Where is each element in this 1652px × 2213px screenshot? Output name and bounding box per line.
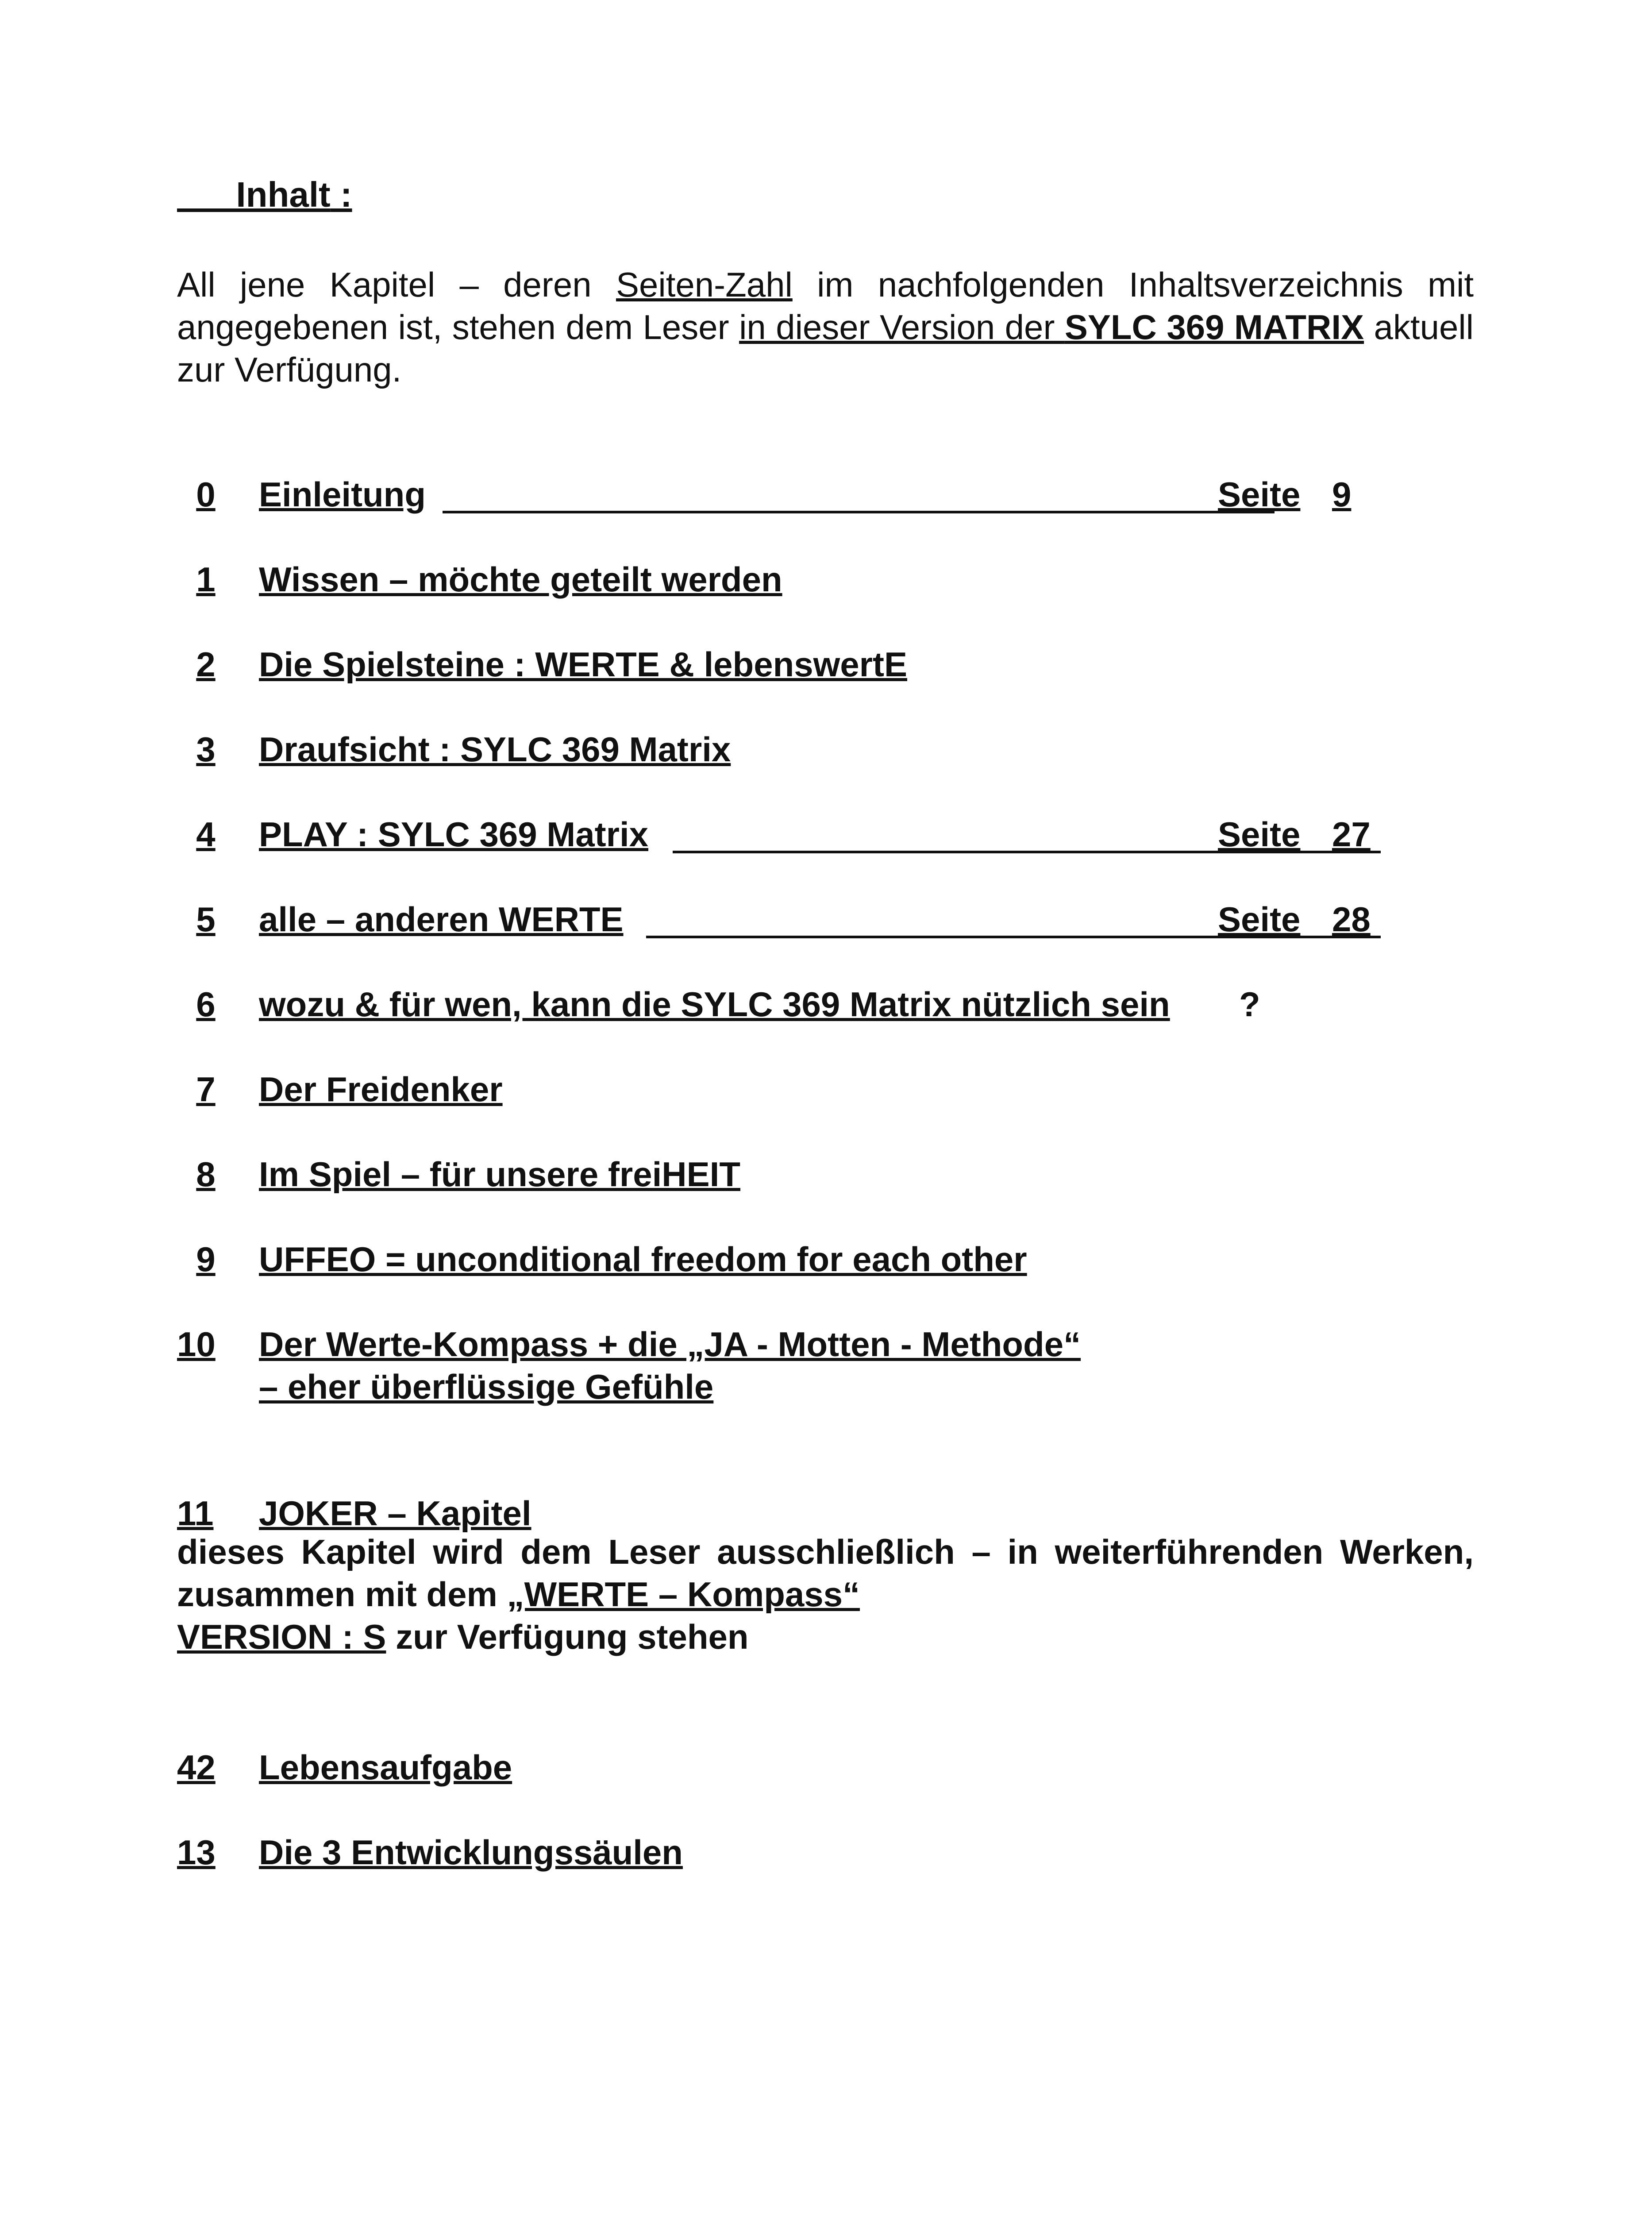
toc-title: Die 3 Entwicklungssäulen [259,1833,683,1872]
toc-leader-line [443,511,1275,513]
toc-number: 2 [196,645,216,684]
toc-title: wozu & für wen, kann die SYLC 369 Matrix nützlich sein [259,985,1170,1024]
contents-heading-colon: : [330,175,352,214]
toc-page-label: Seite [1218,900,1301,939]
toc-page-number: 27 [1332,815,1371,854]
toc-title: Der Werte-Kompass + die „JA - Motten - Methode“ [259,1325,1081,1364]
intro-underlined-version [739,308,1364,347]
toc-title: Der Freidenker [259,1070,503,1109]
toc-number: 8 [196,1155,216,1194]
joker-note-availability: zur Verfügung stehen [386,1617,749,1656]
intro-version-text: in dieser Version der [739,308,1065,347]
joker-note-text: dieses Kapitel wird dem Leser ausschließlich – in weiterführenden Werken, zusammen mit dem [177,1532,1474,1614]
intro-text-3: aktuell zur Verfügung. [177,308,1474,389]
toc-title: PLAY : SYLC 369 Matrix [259,815,649,854]
toc-page-label: Seite [1218,815,1301,854]
toc-number: 10 [177,1325,216,1364]
toc-title: Im Spiel – für unsere freiHEIT [259,1155,740,1194]
toc-title: Wissen – möchte geteilt werden [259,560,782,599]
toc-number: 4 [196,815,216,854]
toc-title: JOKER – Kapitel [259,1494,531,1533]
toc-number: 9 [196,1240,216,1279]
toc-page-number: 28 [1332,900,1371,939]
toc-number: 11 [177,1494,214,1533]
contents-heading [177,177,352,212]
toc-entry-0 [177,477,1372,526]
toc-number: 13 [177,1833,216,1872]
toc-number: 1 [196,560,216,599]
toc-title: Einleitung [259,475,426,514]
toc-number: 0 [196,475,216,514]
toc-entry-4 [177,817,1381,866]
joker-note-compass: „WERTE – Kompass“ [507,1575,860,1614]
toc-page-label: Seite [1218,475,1301,514]
intro-text-1: All jene Kapitel – deren [177,265,616,304]
toc-number: 6 [196,985,216,1024]
toc-title: Lebensaufgabe [259,1748,512,1787]
toc-question-mark: ? [1239,985,1260,1024]
toc-subtitle: – eher überflüssige Gefühle [259,1367,714,1406]
joker-note [177,1531,1474,1658]
toc-title: alle – anderen WERTE [259,900,624,939]
toc-number: 7 [196,1070,216,1109]
toc-title: UFFEO = unconditional freedom for each other [259,1240,1027,1279]
toc-title: Die Spielsteine : WERTE & lebenswertE [259,645,908,684]
toc-number: 5 [196,900,216,939]
intro-paragraph [177,263,1474,391]
toc-entry-5 [177,902,1381,951]
intro-matrix-name: SYLC 369 MATRIX [1064,308,1364,347]
toc-title: Draufsicht : SYLC 369 Matrix [259,730,731,769]
toc-entry-6 [177,987,1283,1036]
joker-note-version: VERSION : S [177,1617,386,1656]
toc-number: 3 [196,730,216,769]
intro-underlined-page-number: Seiten-Zahl [616,265,793,304]
toc-page-number: 9 [1332,475,1352,514]
contents-heading-text: Inhalt [177,175,331,214]
intro-text-2: im nachfolgenden Inhaltsverzeichnis mit angegebenen ist, stehen dem Leser [177,265,1474,347]
toc-number: 42 [177,1748,216,1787]
